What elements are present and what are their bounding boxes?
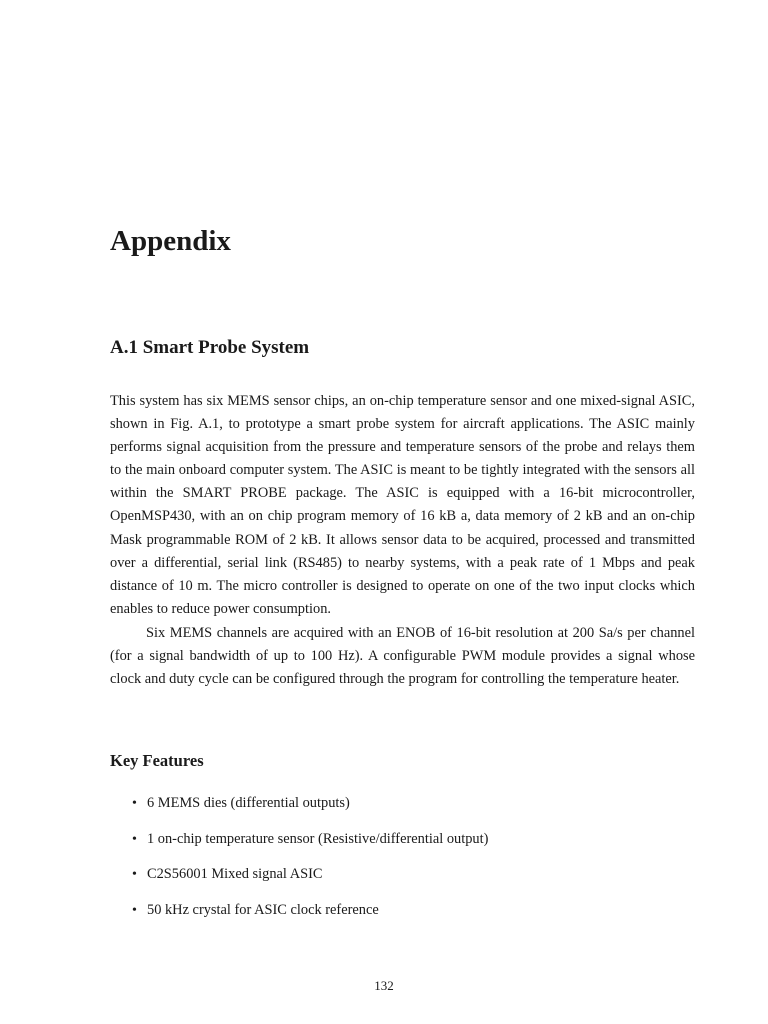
chapter-title: Appendix [110,225,231,257]
list-item [110,828,695,864]
list-item [110,899,695,935]
bullet-icon: • [132,902,137,918]
feature-text: 1 on-chip temperature sensor (Resistive/differential output) [147,830,489,847]
key-features-list [110,792,695,934]
bullet-icon: • [132,796,137,811]
feature-text: C2S56001 Mixed signal ASIC [147,866,323,882]
list-item [110,792,695,828]
feature-text: 6 MEMS dies (differential outputs) [147,795,350,811]
paragraph-2: Six MEMS channels are acquired with an ENOB of 16-bit resolution at 200 Sa/s per channel (for a signal bandwidth of up to 100 Hz). A configurable PWM module provides a signal whose clock and duty cycle can be configured through the program for controlling the temperature heater. [110,625,695,688]
section-title: A.1 Smart Probe System [110,337,310,358]
paragraph-1: This system has six MEMS sensor chips, an on-chip temperature sensor and one mixed-signal ASIC, shown in Fig. A.1, to prototype a smart probe system for aircraft applications. The ASIC mainly performs signal acquisition from the pressure and temperature sensors of the probe and relays them to the main onboard computer system. The ASIC is meant to be tightly integrated with the sensors all within the SMART PROBE package. The ASIC is equipped with a 16-bit microcontroller, OpenMSP430, with an on chip program memory of 16 kB a, data memory of 2 kB and an on-chip Mask programmable ROM of 2 kB. It allows sensor data to be acquired, processed and transmitted over a differential, serial link (RS485) to nearby systems, with a peak rate of 1 Mbps and peak distance of 10 m. The micro controller is designed to operate on one of the two input clocks which enables to reduce power consumption. [110,393,695,617]
list-item [110,863,695,899]
feature-text: 50 kHz crystal for ASIC clock reference [147,901,379,918]
bullet-icon: • [132,831,137,847]
page-number: 132 [374,978,394,993]
bullet-icon: • [132,867,137,882]
key-features-heading: Key Features [110,751,204,770]
